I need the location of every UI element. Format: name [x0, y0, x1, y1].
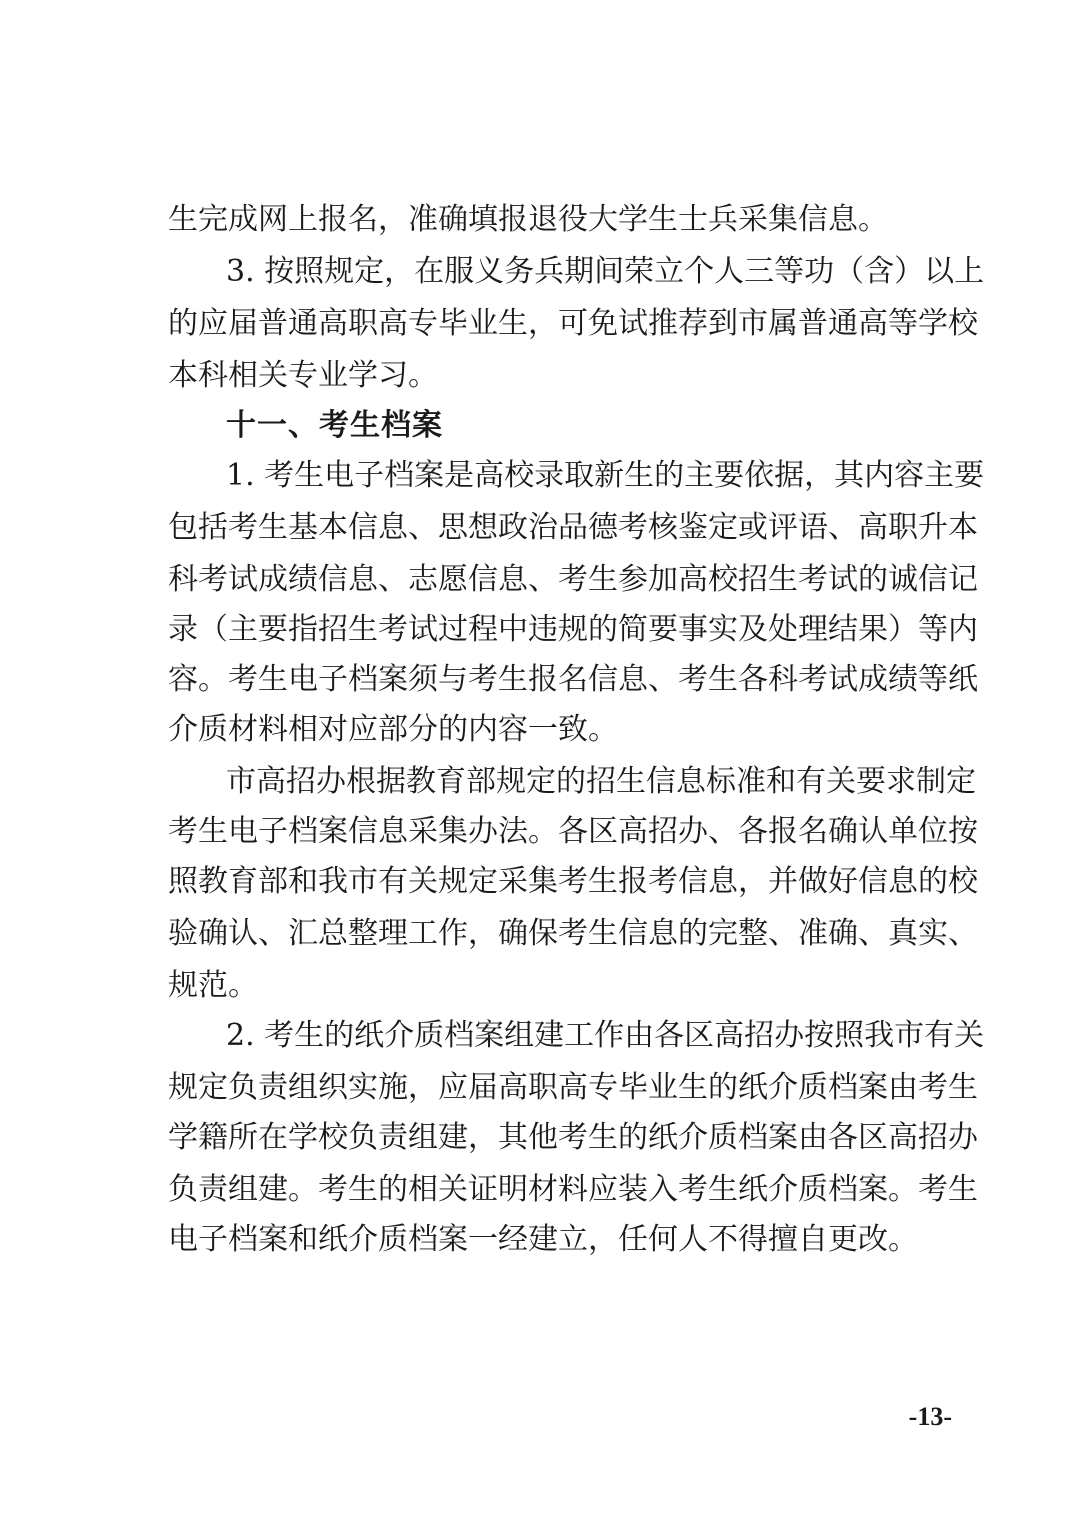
page-number: -13-	[908, 1402, 952, 1431]
text-line: 电子档案和纸介质档案一经建立，任何人不得擅自更改。	[168, 1222, 918, 1257]
text-line: 验确认、汇总整理工作，确保考生信息的完整、准确、真实、	[168, 916, 978, 951]
text-line: 生完成网上报名，准确填报退役大学生士兵采集信息。	[168, 202, 888, 237]
text-line: 规定负责组织实施，应届高职高专毕业生的纸介质档案由考生	[168, 1070, 978, 1105]
text-line: 规范。	[168, 968, 258, 1003]
text-line: 照教育部和我市有关规定采集考生报考信息，并做好信息的校	[168, 864, 978, 899]
text-line: 1. 考生电子档案是高校录取新生的主要依据，其内容主要	[226, 458, 985, 493]
text-line: 的应届普通高职高专毕业生，可免试推荐到市属普通高等学校	[168, 306, 978, 341]
text-line: 考生电子档案信息采集办法。各区高招办、各报名确认单位按	[168, 814, 978, 849]
text-line: 负责组建。考生的相关证明材料应装入考生纸介质档案。考生	[168, 1172, 978, 1207]
text-line: 市高招办根据教育部规定的招生信息标准和有关要求制定	[226, 764, 976, 799]
text-line: 学籍所在学校负责组建，其他考生的纸介质档案由各区高招办	[168, 1120, 978, 1155]
text-line: 2. 考生的纸介质档案组建工作由各区高招办按照我市有关	[226, 1018, 985, 1053]
text-line: 录（主要指招生考试过程中违规的简要事实及处理结果）等内	[168, 612, 978, 647]
text-line: 3. 按照规定，在服义务兵期间荣立个人三等功（含）以上	[226, 254, 985, 289]
text-line: 包括考生基本信息、思想政治品德考核鉴定或评语、高职升本	[168, 510, 978, 545]
section-heading: 十一、考生档案	[226, 408, 443, 443]
text-line: 容。考生电子档案须与考生报名信息、考生各科考试成绩等纸	[168, 662, 978, 697]
text-line: 科考试成绩信息、志愿信息、考生参加高校招生考试的诚信记	[168, 562, 978, 597]
text-line: 介质材料相对应部分的内容一致。	[168, 712, 618, 747]
text-line: 本科相关专业学习。	[168, 358, 438, 393]
